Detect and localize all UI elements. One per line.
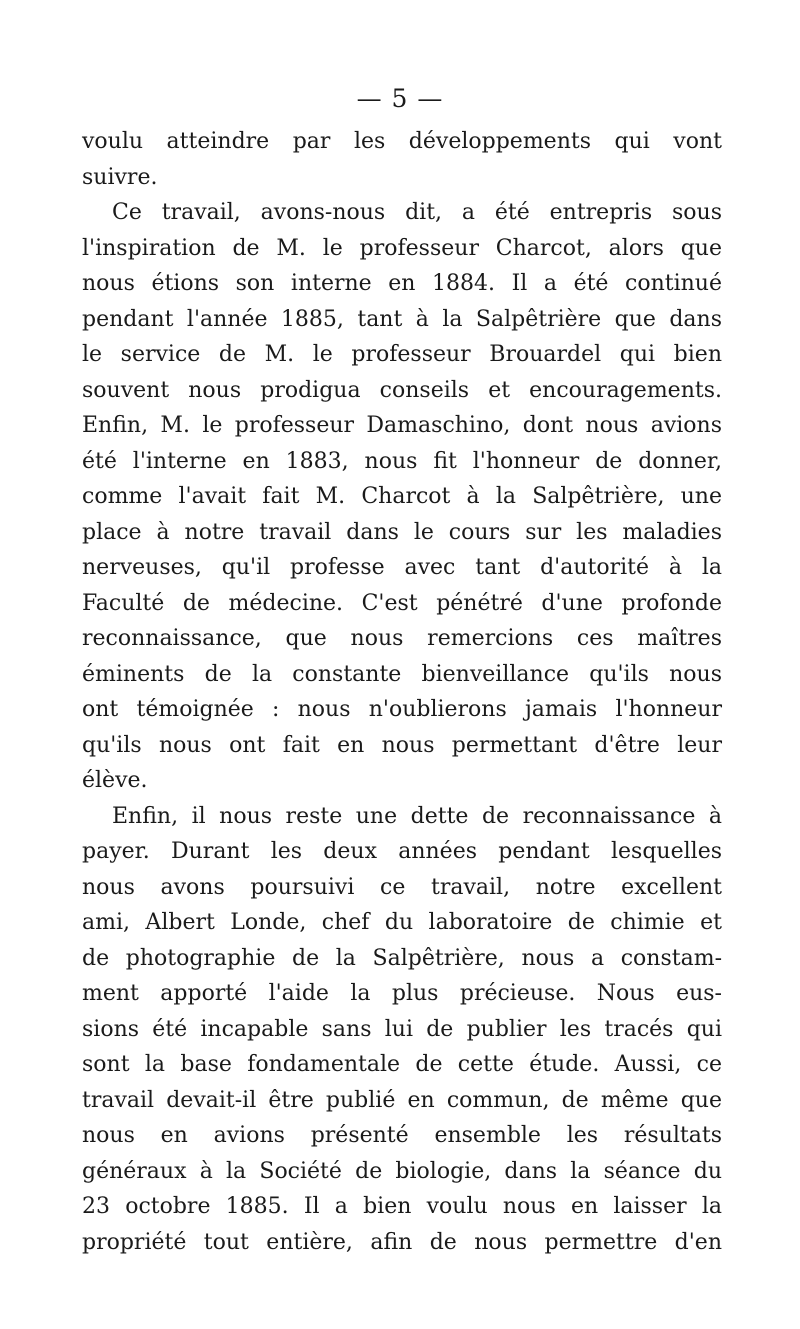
text-line: nous étions son interne en 1884. Il a été continué — [82, 271, 722, 296]
text-line: voulu atteindre par les développements qui vont — [82, 129, 722, 154]
text-line: propriété tout entière, afin de nous permettre d'en — [82, 1229, 722, 1255]
body-text — [82, 124, 722, 1260]
text-line: pendant l'année 1885, tant à la Salpêtrière que dans — [82, 306, 722, 332]
text-line: Ce travail, avons-nous dit, a été entrepris sous — [112, 200, 722, 225]
text-line: reconnaissance, que nous remercions ces maîtres — [82, 626, 722, 651]
text-line: 23 octobre 1885. Il a bien voulu nous en laisser la — [82, 1194, 722, 1219]
text-line: place à notre travail dans le cours sur les maladies — [82, 519, 722, 545]
text-line: nerveuses, qu'il professe avec tant d'autorité à la — [82, 555, 722, 580]
text-line: ment apporté l'aide la plus précieuse. Nous eus- — [82, 981, 722, 1006]
text-line: élève. — [82, 768, 148, 793]
text-line: comme l'avait fait M. Charcot à la Salpêtrière, une — [82, 484, 722, 509]
text-line: généraux à la Société de biologie, dans la séance du — [82, 1158, 722, 1184]
text-line: qu'ils nous ont fait en nous permettant d'être leur — [82, 732, 722, 758]
text-line: payer. Durant les deux années pendant lesquelles — [82, 839, 722, 864]
text-line: ont témoignée : nous n'oublierons jamais l'honneur — [82, 697, 722, 722]
text-line: sions été incapable sans lui de publier les tracés qui — [82, 1016, 722, 1042]
text-line: l'inspiration de M. le professeur Charcot, alors que — [82, 235, 722, 261]
text-line: travail devait-il être publié en commun, de même que — [82, 1087, 722, 1113]
text-line: ami, Albert Londe, chef du laboratoire de chimie et — [82, 910, 722, 935]
text-line: de photographie de la Salpêtrière, nous a constam- — [82, 945, 722, 971]
text-line: Enfin, M. le professeur Damaschino, dont nous avions — [82, 413, 722, 438]
text-line: nous avons poursuivi ce travail, notre excellent — [82, 874, 722, 900]
text-line: suivre. — [82, 164, 158, 190]
text-line: éminents de la constante bienveillance qu'ils nous — [82, 661, 722, 687]
text-line: nous en avions présenté ensemble les résultats — [82, 1123, 722, 1148]
text-line: le service de M. le professeur Brouardel qui bien — [82, 342, 722, 367]
text-line: Enfin, il nous reste une dette de reconnaissance à — [112, 803, 722, 829]
text-line: sont la base fondamentale de cette étude. Aussi, ce — [82, 1052, 722, 1077]
page-number: — 5 — — [356, 84, 444, 113]
text-line: Faculté de médecine. C'est pénétré d'une profonde — [82, 590, 722, 616]
text-line: été l'interne en 1883, nous fit l'honneur de donner, — [82, 448, 722, 474]
text-line: souvent nous prodigua conseils et encouragements. — [82, 377, 722, 403]
